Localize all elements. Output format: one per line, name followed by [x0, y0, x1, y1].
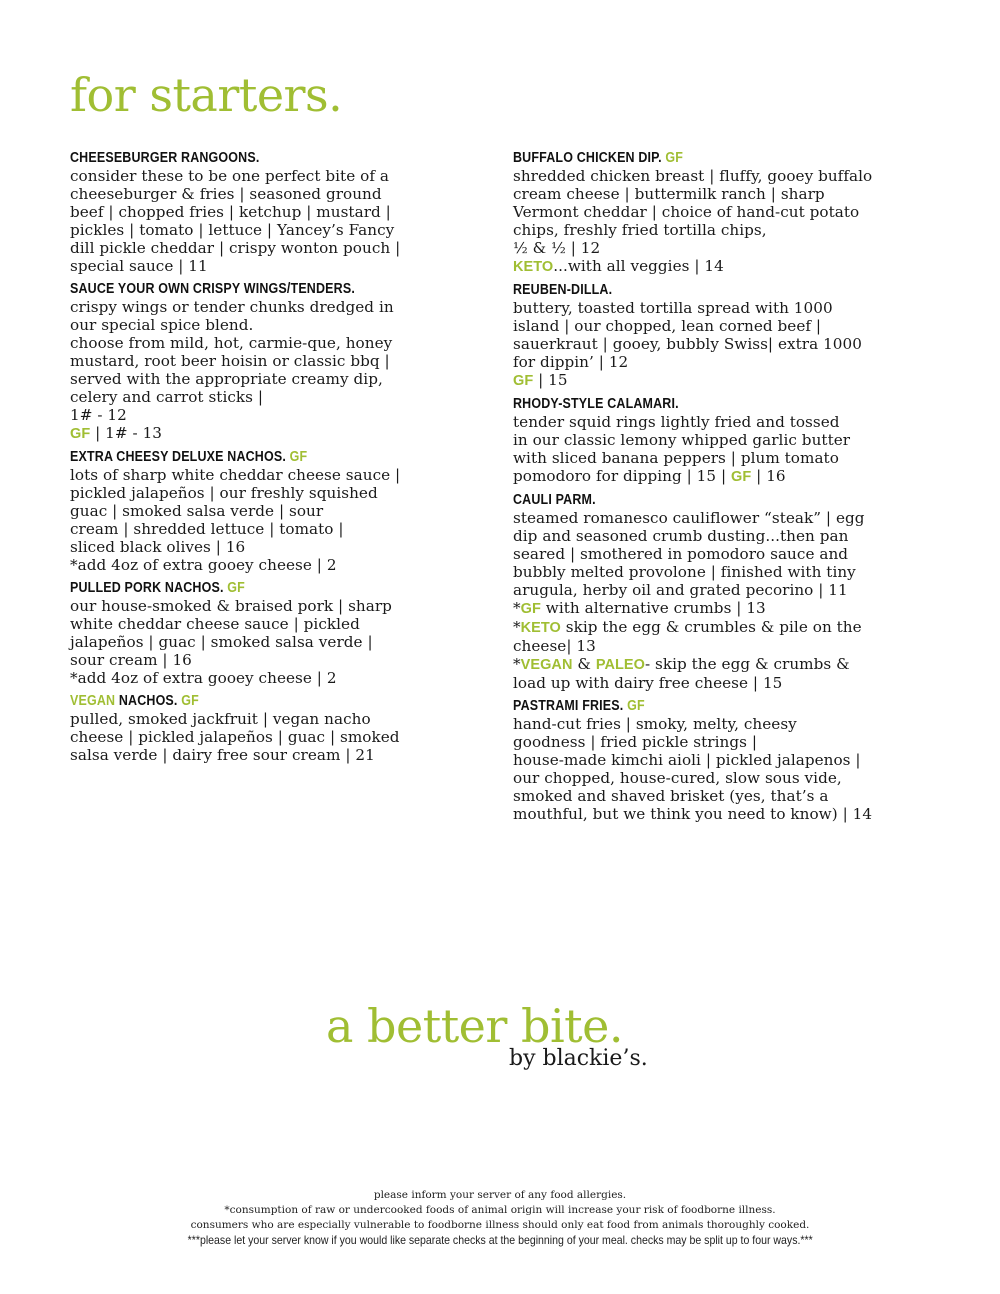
gf-tag: GF: [513, 373, 534, 389]
item-title: VEGAN NACHOS. GF: [70, 693, 199, 709]
keto-tag: KETO: [520, 620, 561, 636]
item-title: SAUCE YOUR OWN CRISPY WINGS/TENDERS.: [70, 281, 355, 297]
paleo-tag: PALEO: [595, 657, 645, 673]
gf-tag: GF: [731, 469, 752, 485]
footer-checks-note: ***please let your server know if you would like separate checks at the beginning of your meal. checks may be split up to four ways.***: [187, 1233, 813, 1247]
item-title: PASTRAMI FRIES. GF: [513, 698, 645, 714]
item-description: hand-cut fries | smoky, melty, cheesy goodness | fried pickle strings | house-made kimchi aioli | pickled jalapenos | our chopped, house-cured, slow sous vide, smoked and shaved brisket (yes, that’s a mouthful, but we think you need to know) | 14: [513, 715, 873, 823]
gf-tag: GF: [227, 580, 245, 596]
item-description: pulled, smoked jackfruit | vegan nacho cheese | pickled jalapeños | guac | smoked salsa verde | dairy free sour cream | 21: [70, 710, 400, 764]
menu-item: [513, 395, 933, 486]
vegan-tag: VEGAN: [70, 693, 116, 709]
item-description: tender squid rings lightly fried and tossed in our classic lemony whipped garlic butter with sliced banana peppers | plum tomato pomodoro for dipping | 15 | GF | 16: [513, 413, 851, 485]
menu-item: [513, 149, 933, 276]
item-title: CHEESEBURGER RANGOONS.: [70, 150, 260, 166]
item-description: steamed romanesco cauliflower “steak” | egg dip and seasoned crumb dusting...then pan seared | smothered in pomodoro sauce and bubbly melted provolone | finished with tiny arugula, herby oil and grated pecorino | 11 *GF with alternative crumbs | 13 *KETO skip the egg & crumbles & pile on the cheese| 13 *VEGAN & PALEO- skip the egg & crumbs & load up with dairy free cheese | 15: [513, 509, 865, 692]
gf-tag: GF: [181, 693, 199, 709]
item-title: RHODY-STYLE CALAMARI.: [513, 396, 679, 412]
item-title: PULLED PORK NACHOS. GF: [70, 580, 245, 596]
menu-item: [513, 491, 933, 692]
gf-tag: GF: [665, 150, 684, 166]
keto-tag: KETO: [513, 259, 554, 275]
menu-column-left: [70, 149, 470, 769]
item-title: EXTRA CHEESY DELUXE NACHOS. GF: [70, 449, 308, 465]
menu-item: [70, 448, 470, 574]
menu-item: [513, 281, 933, 390]
gf-tag: GF: [70, 426, 91, 442]
brand-tagline: a better bite.: [326, 999, 624, 1053]
gf-tag: GF: [520, 601, 541, 617]
menu-item: [70, 280, 470, 443]
gf-tag: GF: [627, 698, 645, 714]
menu-item: [513, 697, 933, 823]
page-title: for starters.: [70, 68, 343, 122]
item-description: lots of sharp white cheddar cheese sauce | pickled jalapeños | our freshly squished guac | smoked salsa verde | sour cream | shredded lettuce | tomato | sliced black olives | 16 *add 4oz of extra gooey cheese | 2: [70, 466, 401, 574]
footer-allergy-note: please inform your server of any food allergies.: [373, 1189, 627, 1201]
item-title: BUFFALO CHICKEN DIP. GF: [513, 150, 684, 166]
item-description: buttery, toasted tortilla spread with 1000 island | our chopped, lean corned beef | sauerkraut | gooey, bubbly Swiss| extra 1000 for dippin’ | 12 GF | 15: [513, 299, 862, 389]
item-title: REUBEN-DILLA.: [513, 282, 613, 298]
menu-column-right: [513, 149, 933, 828]
menu-item: [70, 149, 470, 275]
footer-vulnerable-note: consumers who are especially vulnerable to foodborne illness should only eat food from animals thoroughly cooked.: [190, 1219, 810, 1231]
item-description: crispy wings or tender chunks dredged in our special spice blend. choose from mild, hot, carmie-que, honey mustard, root beer hoisin or classic bbq | served with the appropriate creamy dip, celery and carrot sticks | 1# - 12 GF | 1# - 13: [70, 298, 394, 442]
footer-disclaimer: [0, 1188, 1000, 1249]
item-description: shredded chicken breast | fluffy, gooey buffalo cream cheese | buttermilk ranch | sharp Vermont cheddar | choice of hand-cut potato chips, freshly fried tortilla chips, ½ & ½ | 12 KETO...with all veggies | 14: [513, 167, 873, 275]
item-description: our house-smoked & braised pork | sharp white cheddar cheese sauce | pickled jalapeños | guac | smoked salsa verde | sour cream | 16 *add 4oz of extra gooey cheese | 2: [70, 597, 392, 687]
vegan-tag: VEGAN: [520, 657, 573, 673]
footer-raw-food-note: *consumption of raw or undercooked foods of animal origin will increase your risk of foodborne illness.: [224, 1204, 776, 1216]
gf-tag: GF: [289, 449, 308, 465]
brand-byline: by blackie’s.: [509, 1046, 648, 1071]
menu-item: [70, 692, 470, 764]
item-title: CAULI PARM.: [513, 492, 596, 508]
menu-item: [70, 579, 470, 687]
item-description: consider these to be one perfect bite of a cheeseburger & fries | seasoned ground beef | chopped fries | ketchup | mustard | pickles | tomato | lettuce | Yancey’s Fancy dill pickle cheddar | crispy wonton pouch | special sauce | 11: [70, 167, 401, 275]
